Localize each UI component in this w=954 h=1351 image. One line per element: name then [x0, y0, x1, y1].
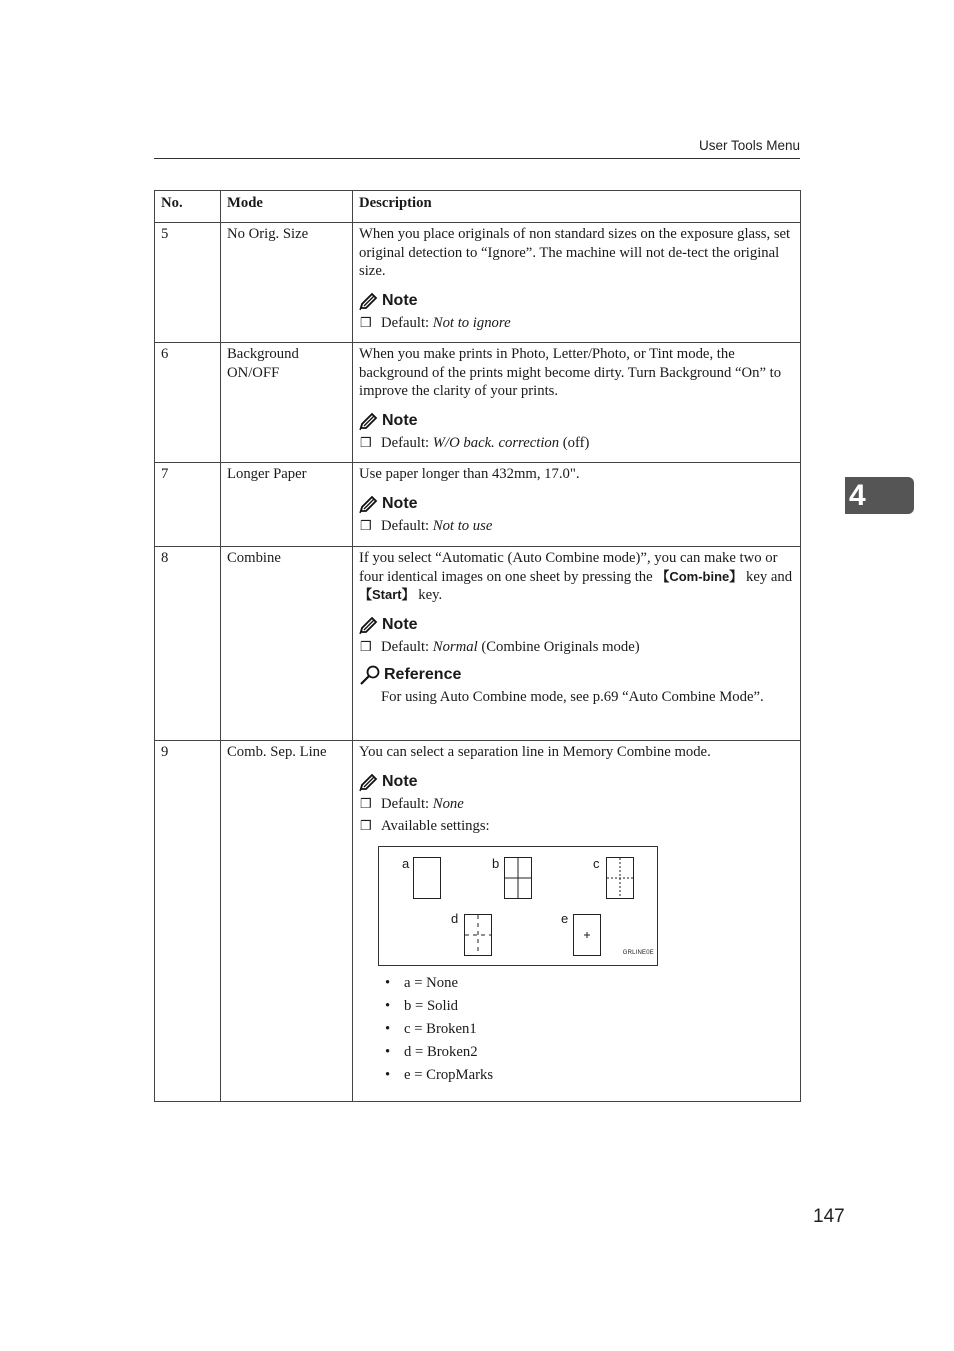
list-item: • b = Solid [385, 997, 794, 1020]
separation-line-figure [378, 846, 658, 966]
header-rule [154, 158, 800, 159]
note-heading [359, 411, 794, 433]
figure-code: GRLINE0E [622, 950, 654, 956]
default-label: Default: [381, 434, 433, 451]
row-mode: Combine [221, 547, 353, 741]
pencil-icon [359, 496, 379, 514]
description-text: You can select a separation line in Memory Combine mode. [359, 744, 711, 760]
note-heading [359, 291, 794, 313]
figure-label-b: b [492, 855, 500, 871]
row-description [353, 547, 801, 741]
list-item: • e = CropMarks [385, 1066, 794, 1089]
checkbox-icon: ❒ [360, 517, 372, 533]
sheet-broken1 [606, 857, 634, 899]
row-mode: Comb. Sep. Line [221, 741, 353, 1102]
table-header-row [155, 191, 801, 223]
row-description [353, 741, 801, 1102]
default-label: Default: [381, 314, 433, 331]
figure-label-d: d [451, 910, 459, 926]
row-number: 7 [155, 463, 221, 547]
default-label: Default: [381, 517, 433, 534]
column-header-no: No. [155, 191, 221, 223]
default-label: Default: [381, 638, 433, 655]
description-text: Use paper longer than 432mm, 17.0". [359, 466, 580, 482]
row-number: 8 [155, 547, 221, 741]
text-part: If you select “Automatic (Auto Combine mode)”, you can make two or four identical images on one sheet by pressing the [359, 550, 778, 585]
default-value: Not to use [432, 517, 493, 534]
pencil-icon [359, 293, 379, 311]
default-label: Default: [381, 795, 433, 812]
checkbox-icon: ❒ [360, 638, 372, 654]
table-row [155, 343, 801, 463]
note-title: Note [382, 773, 418, 791]
checkbox-icon: ❒ [360, 434, 372, 450]
row-number: 6 [155, 343, 221, 463]
description-text: When you make prints in Photo, Letter/Photo, or Tint mode, the background of the prints might become dirty. Turn Background “On” to improve the clarity of your prints. [359, 346, 782, 399]
sheet-solid [504, 857, 532, 899]
available-settings-label: Available settings: [381, 818, 490, 834]
column-header-description: Description [353, 191, 801, 223]
table-row [155, 223, 801, 343]
note-title: Note [382, 495, 418, 513]
row-number: 5 [155, 223, 221, 343]
row-description [353, 343, 801, 463]
list-item: • d = Broken2 [385, 1043, 794, 1066]
checkbox-icon: ❒ [360, 314, 372, 330]
row-number: 9 [155, 741, 221, 1102]
note-item [359, 314, 794, 333]
default-value: None [432, 795, 464, 812]
default-suffix: (off) [559, 434, 590, 451]
sheet-cropmarks [573, 914, 601, 956]
list-item: • c = Broken1 [385, 1020, 794, 1043]
reference-text: For using Auto Combine mode, see p.69 “Auto Combine Mode”. [381, 689, 764, 705]
default-suffix: (Combine Originals mode) [477, 638, 640, 655]
sheet-broken2 [464, 914, 492, 956]
text-part: key and [742, 568, 793, 585]
description-text: When you place originals of non standard sizes on the exposure glass, set original detection to “Ignore”. The machine will not de-tect the original size. [359, 226, 791, 279]
note-title: Note [382, 412, 418, 430]
table-row [155, 741, 801, 1102]
figure-label-a: a [402, 855, 410, 871]
note-item [359, 817, 794, 836]
chapter-tab: 4 [845, 477, 914, 514]
default-value: Normal [432, 638, 478, 655]
note-title: Note [382, 616, 418, 634]
column-header-mode: Mode [221, 191, 353, 223]
settings-table [154, 190, 801, 1102]
row-mode: No Orig. Size [221, 223, 353, 343]
row-mode: Background ON/OFF [221, 343, 353, 463]
text-part: key. [414, 587, 443, 603]
magnifier-icon [359, 665, 381, 685]
figure-label-c: c [593, 855, 600, 871]
start-key-label: 【Start】 [359, 587, 415, 602]
page-number: 147 [813, 1206, 845, 1227]
pencil-icon [359, 617, 379, 635]
default-value: Not to ignore [432, 314, 511, 331]
figure-label-e: e [561, 910, 569, 926]
note-title: Note [382, 292, 418, 310]
note-item [359, 517, 794, 536]
running-head: User Tools Menu [698, 138, 800, 153]
note-item [359, 434, 794, 453]
combine-key-label: 【Com-bine】 [656, 568, 743, 584]
note-item [359, 795, 794, 814]
pencil-icon [359, 774, 379, 792]
sheet-none [413, 857, 441, 899]
options-list [359, 974, 794, 1089]
default-value: W/O back. correction [432, 434, 560, 451]
reference-heading [359, 664, 794, 686]
note-heading [359, 494, 794, 516]
table-row [155, 547, 801, 741]
note-heading [359, 615, 794, 637]
description-text [359, 549, 794, 605]
row-description [353, 223, 801, 343]
checkbox-icon: ❒ [360, 795, 372, 811]
reference-title: Reference [384, 665, 462, 683]
row-mode: Longer Paper [221, 463, 353, 547]
pencil-icon [359, 413, 379, 431]
table-row [155, 463, 801, 547]
list-item: • a = None [385, 974, 794, 997]
checkbox-icon: ❒ [360, 818, 372, 833]
row-description [353, 463, 801, 547]
note-item [359, 638, 794, 657]
note-heading [359, 772, 794, 794]
